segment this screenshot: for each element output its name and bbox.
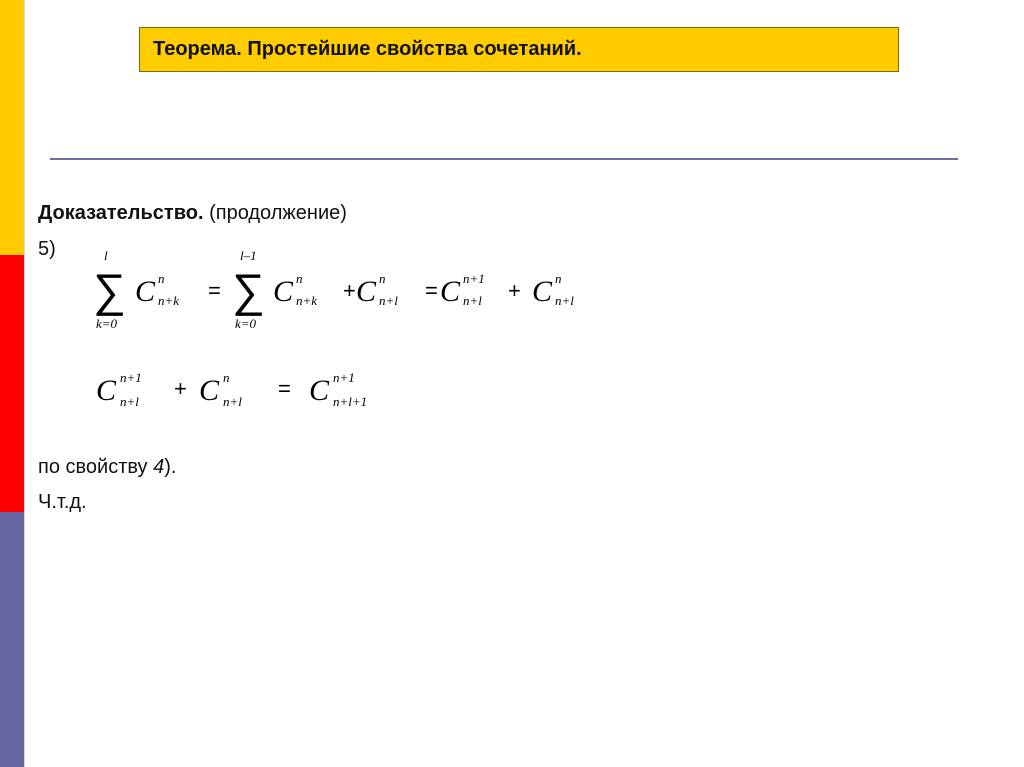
term2-c: C xyxy=(273,275,294,308)
term1-sub: n+k xyxy=(158,293,180,308)
term1-c: C xyxy=(135,275,156,308)
qed-text: Ч.т.д. xyxy=(38,491,87,513)
f2-term2-sub: n+l xyxy=(223,394,242,409)
f2-plus-sign: + xyxy=(174,376,187,401)
sum2-lower-limit: k=0 xyxy=(235,316,257,331)
proof-note: (продолжение) xyxy=(209,202,347,224)
f2-equals-sign: = xyxy=(278,376,291,401)
term1-sup: n xyxy=(158,271,165,286)
term5-sup: n xyxy=(555,271,562,286)
proof-line xyxy=(38,202,347,225)
f2-term3-c: C xyxy=(309,374,330,407)
equals-sign-1: = xyxy=(208,278,221,303)
side-bar-red-segment xyxy=(0,255,24,512)
side-divider-line xyxy=(24,0,25,767)
slide-title: Теорема. Простейшие свойства сочетаний. xyxy=(153,38,582,60)
term5-c: C xyxy=(532,275,553,308)
sum2-upper-limit: l–1 xyxy=(240,248,257,263)
slide-title-box xyxy=(139,27,899,72)
term4-sup: n+1 xyxy=(463,271,485,286)
sum1-lower-limit: k=0 xyxy=(96,316,118,331)
term3-sup: n xyxy=(379,271,386,286)
title-rule xyxy=(50,158,958,160)
term2-sup: n xyxy=(296,271,303,286)
proof-label: Доказательство. xyxy=(38,202,204,224)
sum2-sigma: ∑ xyxy=(232,264,265,316)
f2-term3-sub: n+l+1 xyxy=(333,394,368,409)
side-bar-yellow-segment xyxy=(0,0,24,255)
term4-c: C xyxy=(440,275,461,308)
f2-term2-sup: n xyxy=(223,370,230,385)
by-property-line xyxy=(38,456,176,479)
plus-sign-1: + xyxy=(343,278,356,303)
plus-sign-2: + xyxy=(508,278,521,303)
sum1-sigma: ∑ xyxy=(93,264,126,316)
term3-sub: n+l xyxy=(379,293,398,308)
equals-sign-2: = xyxy=(425,278,438,303)
term3-c: C xyxy=(356,275,377,308)
f2-term1-c: C xyxy=(96,374,117,407)
side-accent-bar xyxy=(0,0,24,767)
f2-term2-c: C xyxy=(199,374,220,407)
f2-term1-sup: n+1 xyxy=(120,370,142,385)
side-bar-blue-segment xyxy=(0,512,24,767)
by-property-prefix: по свойству xyxy=(38,456,154,478)
formula-sum-identity xyxy=(90,248,610,340)
item-number: 5) xyxy=(38,238,56,260)
f2-term3-sup: n+1 xyxy=(333,370,355,385)
f2-term1-sub: n+l xyxy=(120,394,139,409)
term4-sub: n+l xyxy=(463,293,482,308)
by-property-number: 4 xyxy=(153,456,165,478)
sum1-upper-limit: l xyxy=(104,248,108,263)
by-property-suffix: ). xyxy=(164,456,177,478)
term2-sub: n+k xyxy=(296,293,318,308)
formula-pascal-identity xyxy=(96,362,406,418)
term5-sub: n+l xyxy=(555,293,574,308)
